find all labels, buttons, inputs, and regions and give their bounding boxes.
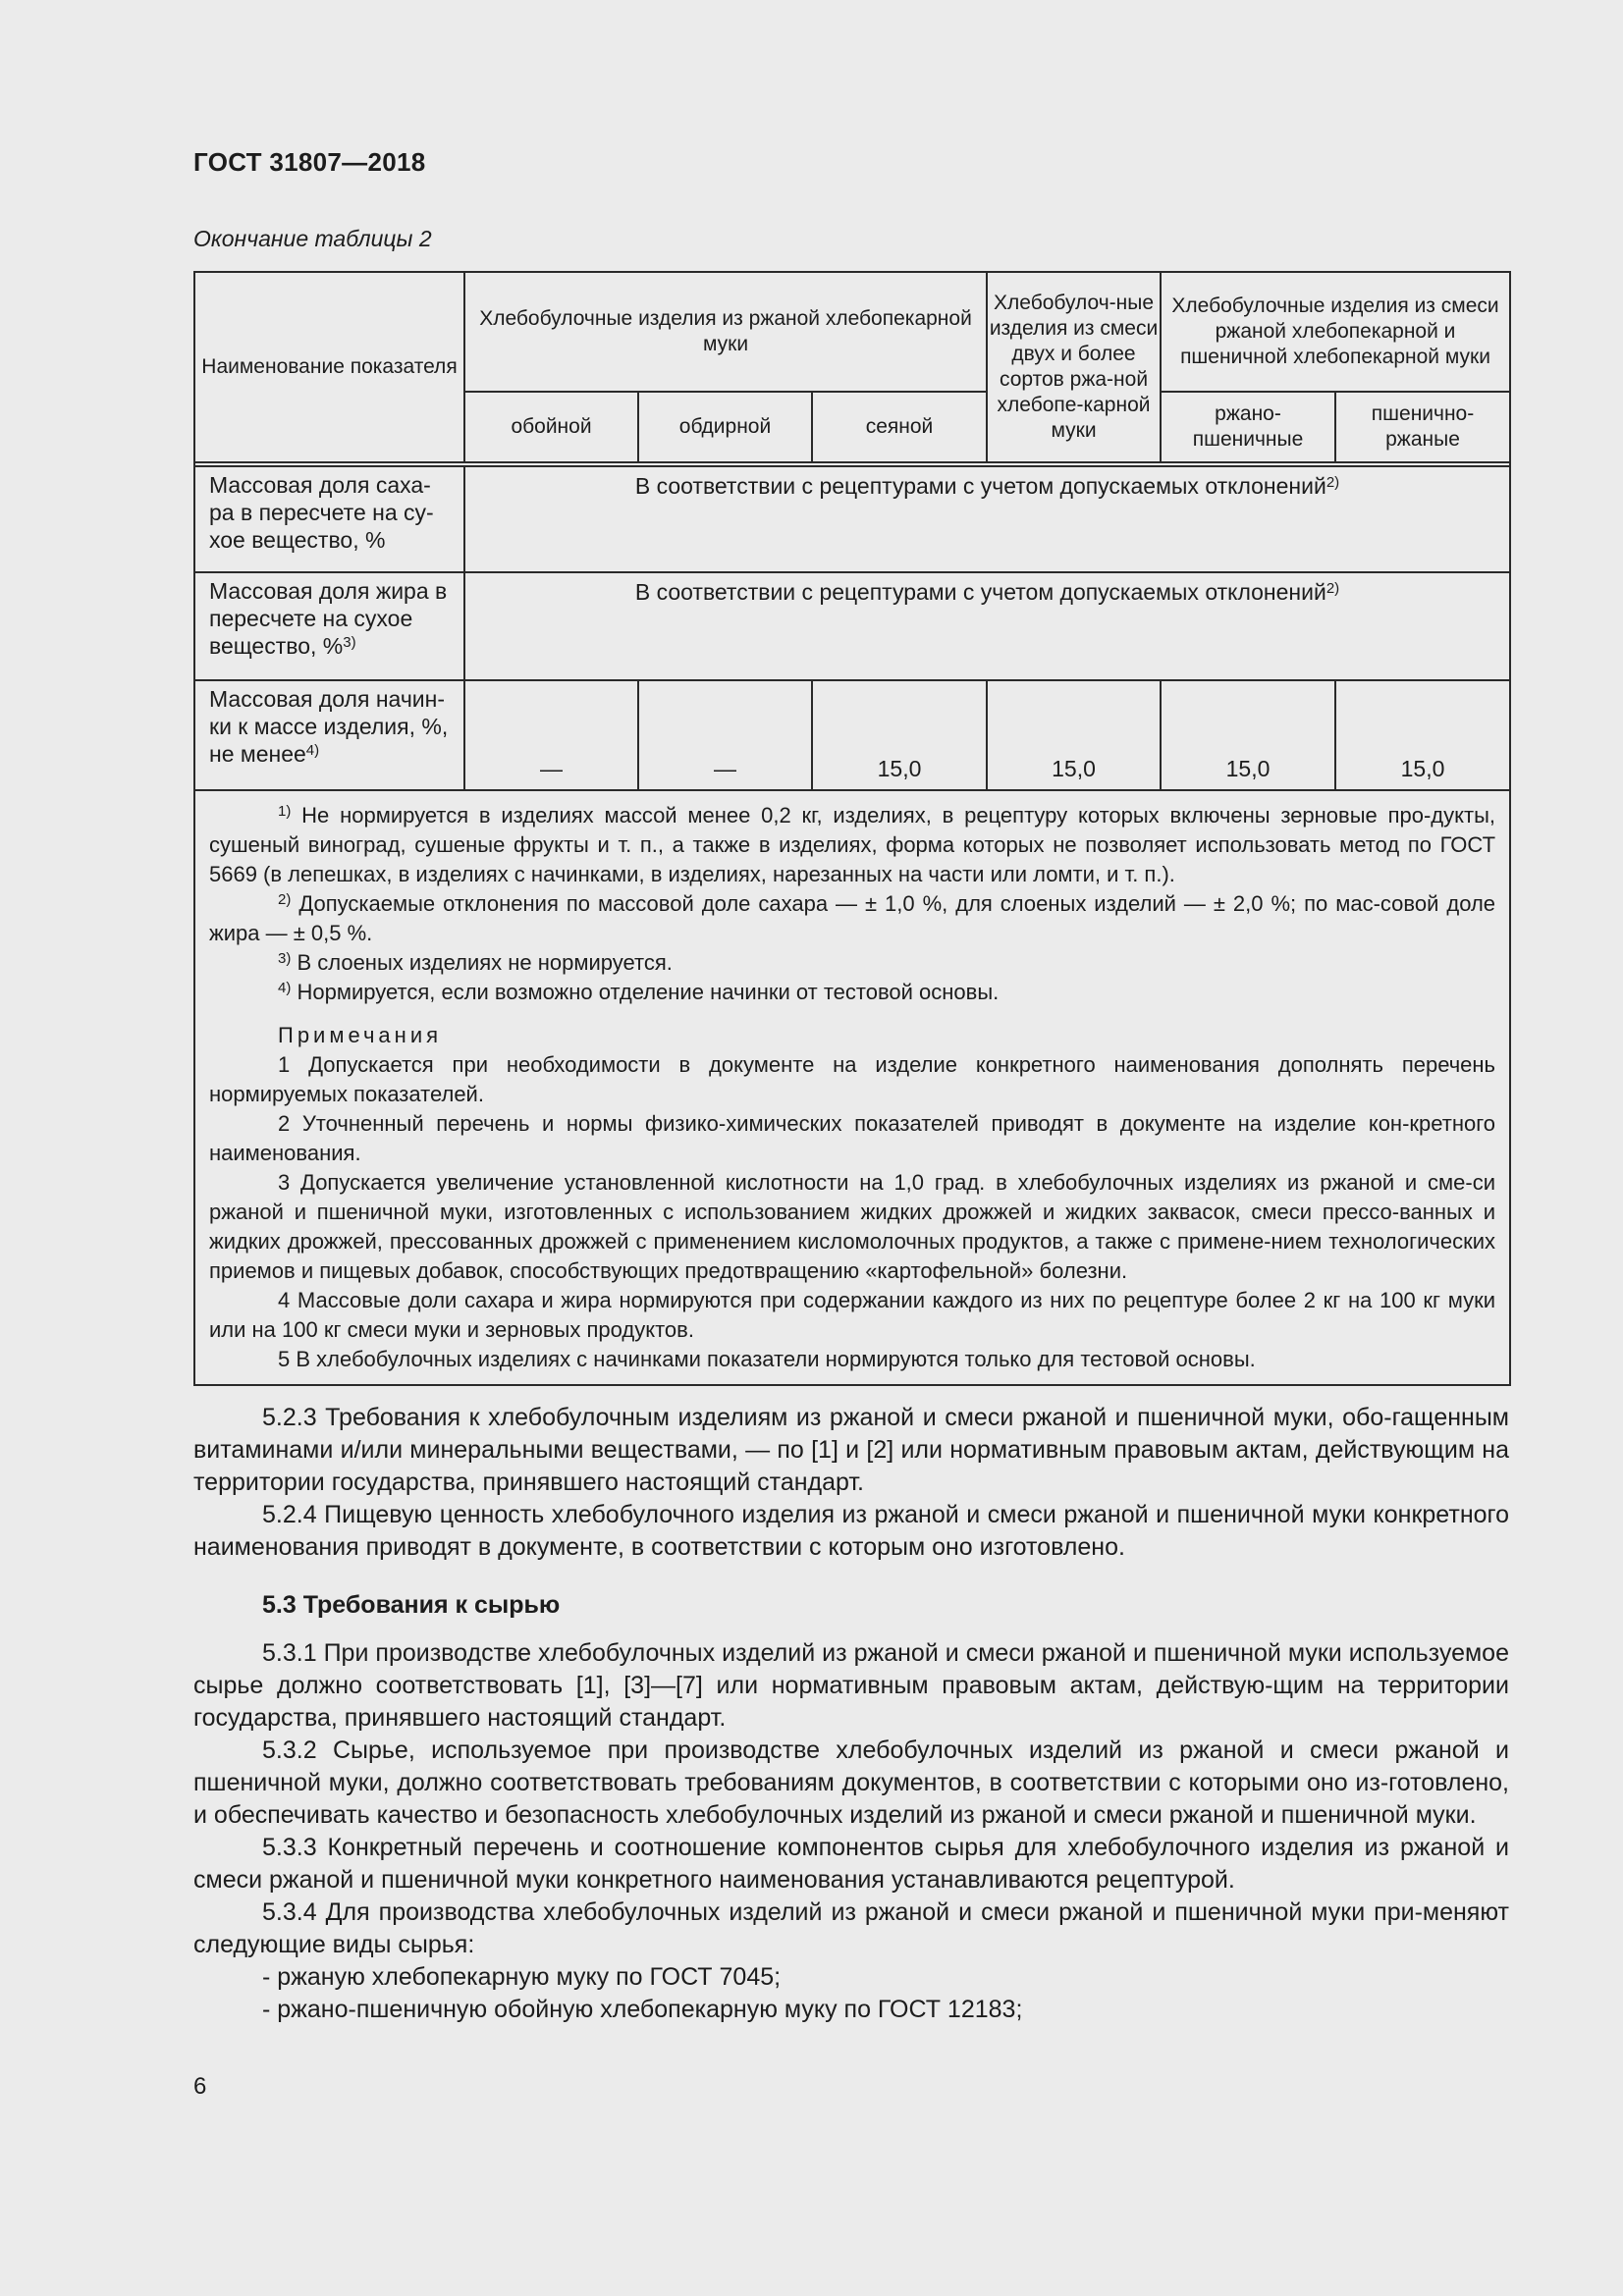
table-row [194,466,1510,572]
table-row [194,680,1510,790]
row-label: Массовая доля жира в пересчете на сухое вещество, %$^{3)}$ [194,572,464,680]
cell-value: 15,0 [1161,680,1335,790]
list-item: - ржано-пшеничную обойную хлебопекарную муку по ГОСТ 12183; [262,1996,1023,2023]
footnote: $^{1)}$ Не нормируется в изделиях массой менее 0,2 кг, изделиях, в рецептуру которых включены зерновые про-дукты, сушеный виноград, сушеные фрукты и т. п., а также в изделиях, форма которых не позволяет использовать метод по ГОСТ 5669 (в лепешках, в изделиях с начинками, в изделиях, нарезанных на части или ломти, и т. п.). [209,803,1496,886]
paragraph-5-3-2: 5.3.2 Сырье, используемое при производстве хлебобулочных изделий из ржаной и смеси ржаной и пшеничной муки, должно соответствовать требованиям документов, в соответствии с которыми оно из-готовлено, и обеспечивать качество и безопасность хлебобулочных изделий из ржаной и смеси ржаной и пшеничной муки. [193,1736,1509,1829]
page-number: 6 [193,2073,207,2100]
paragraph-5-2-3: 5.2.3 Требования к хлебобулочным изделиям из ржаной и смеси ржаной и пшеничной муки, обо-гащенным витаминами и/или минеральными веществами, — по [1] и [2] или нормативным правовым актам, действующим на территории государства, принявшего настоящий стандарт. [193,1404,1509,1496]
row-label: Массовая доля саха-ра в пересчете на су-хое вещество, % [194,466,464,572]
paragraph-5-3-1: 5.3.1 При производстве хлебобулочных изделий из ржаной и смеси ржаной и пшеничной муки используемое сырье должно соответствовать [1], [3]—[7] или нормативным правовым актам, действую-щим на территории государства, принявшего настоящий стандарт. [193,1639,1509,1732]
header-seyanoy: сеяной [812,392,987,462]
list-item: - ржаную хлебопекарную муку по ГОСТ 7045; [262,1963,782,1991]
paragraph-5-3-4: 5.3.4 Для производства хлебобулочных изделий из ржаной и смеси ржаной и пшеничной муки при-меняют следующие виды сырья: [193,1898,1509,1958]
cell-value: — [464,680,638,790]
notes-title: Примечания [278,1023,443,1047]
row-text: В соответствии с рецептурами с учетом допускаемых отклонений$^{2)}$ [464,572,1510,680]
table-notes [194,790,1510,1385]
body-text [193,1402,1509,2026]
note: 4 Массовые доли сахара и жира нормируются при содержании каждого из них по рецептуре более 2 кг на 100 кг муки или на 100 кг смеси муки и зерновых продуктов. [209,1288,1496,1342]
section-title: 5.3 Требования к сырью [262,1591,561,1619]
table-row [194,572,1510,680]
footnote: $^{2)}$ Допускаемые отклонения по массовой доле сахара — ± 1,0 %, для слоеных изделий — ± 2,0 %; по мас-совой доле жира — ± 0,5 %. [209,891,1496,945]
cell-value: 15,0 [812,680,987,790]
header-wheat-rye: пшенично-ржаные [1335,392,1510,462]
cell-value: — [638,680,812,790]
header-oboynoy: обойной [464,392,638,462]
note: 1 Допускается при необходимости в документе на изделие конкретного наименования дополнять перечень нормируемых показателей. [209,1052,1496,1106]
paragraph-5-2-4: 5.2.4 Пищевую ценность хлебобулочного изделия из ржаной и смеси ржаной и пшеничной муки конкретного наименования приводят в документе, в соответствии с которым оно изготовлено. [193,1501,1509,1561]
requirements-table [193,271,1511,1386]
header-two-sorts: Хлебобулоч-ные изделия из смеси двух и более сортов ржа-ной хлебопе-карной муки [987,272,1161,462]
cell-value: 15,0 [1335,680,1510,790]
table-caption: Окончание таблицы 2 [193,226,432,251]
header-mix-group: Хлебобулочные изделия из смеси ржаной хлебопекарной и пшеничной хлебопекарной муки [1161,272,1510,392]
footnote: $^{3)}$ В слоеных изделиях не нормируется. [278,950,673,975]
row-text: В соответствии с рецептурами с учетом допускаемых отклонений$^{2)}$ [464,466,1510,572]
document-header: ГОСТ 31807—2018 [193,147,426,177]
note: 3 Допускается увеличение установленной кислотности на 1,0 град. в хлебобулочных изделиях из ржаной и сме-си ржаной и пшеничной муки, изготовленных с использованием жидких дрожжей и жидких заквасок, смеси прессо-ванных и жидких дрожжей, прессованных дрожжей с применением кисломолочных продуктов, а также с примене-нием технологических приемов и пищевых добавок, способствующих предотвращению «картофельной» болезни. [209,1170,1496,1283]
header-obdirnoy: обдирной [638,392,812,462]
footnote: $^{4)}$ Нормируется, если возможно отделение начинки от тестовой основы. [278,980,1000,1004]
header-indicator: Наименование показателя [194,272,464,462]
header-rye-group: Хлебобулочные изделия из ржаной хлебопекарной муки [464,272,987,392]
note: 2 Уточненный перечень и нормы физико-химических показателей приводят в документе на изделие кон-кретного наименования. [209,1111,1496,1165]
row-label: Массовая доля начин-ки к массе изделия, %, не менее$^{4)}$ [194,680,464,790]
note: 5 В хлебобулочных изделиях с начинками показатели нормируются только для тестовой основы. [278,1347,1256,1371]
paragraph-5-3-3: 5.3.3 Конкретный перечень и соотношение компонентов сырья для хлебобулочного изделия из ржаной и смеси ржаной и пшеничной муки конкретного наименования устанавливаются рецептурой. [193,1834,1509,1894]
header-rye-wheat: ржано-пшеничные [1161,392,1335,462]
cell-value: 15,0 [987,680,1161,790]
